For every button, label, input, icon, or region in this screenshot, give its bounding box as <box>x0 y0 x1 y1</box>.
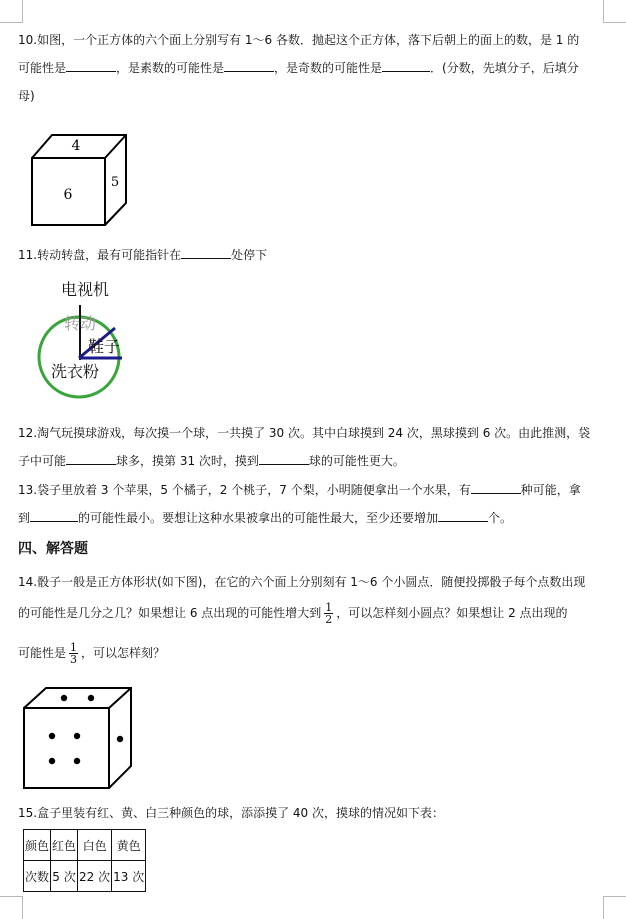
q13-line2 <box>18 510 608 526</box>
table-cell: 黄色 <box>112 830 146 861</box>
q10-text: 可能性是 <box>18 61 67 75</box>
q13-text: 的可能性最小。要想让这种水果被拿出的可能性最大，至少还要增加 <box>78 511 439 525</box>
q13-text: 到 <box>18 511 31 525</box>
answer-blank[interactable] <box>181 247 231 259</box>
table-cell: 颜色 <box>24 830 51 861</box>
q13-line1 <box>18 482 608 498</box>
q13-text: 13.袋子里放着 3 个苹果，5 个橘子，2 个桃子，7 个梨，小明随便拿出一个水果，有 <box>18 483 471 497</box>
answer-blank[interactable] <box>471 482 521 494</box>
q12-text: 球的可能性更大。 <box>308 454 405 468</box>
q13-text: 种可能，拿 <box>520 483 581 497</box>
answer-blank[interactable] <box>66 453 116 465</box>
table-cell: 红色 <box>51 830 78 861</box>
table-cell: 22 次 <box>78 861 112 892</box>
ball-count-table <box>23 829 146 892</box>
dice-figure <box>22 688 134 790</box>
spinner-label-shoes: 鞋子 <box>88 337 121 356</box>
fraction-numerator: 1 <box>325 601 333 614</box>
table-row <box>24 861 146 892</box>
numbered-cube-figure <box>28 133 138 223</box>
answer-blank[interactable] <box>259 453 309 465</box>
q10-line2 <box>18 60 608 76</box>
q13-text: 个。 <box>488 511 513 525</box>
fraction-denominator: 3 <box>70 653 78 666</box>
page-corner-mark <box>0 0 23 23</box>
q12-line2 <box>18 453 608 469</box>
q10-line3: 母) <box>18 89 35 103</box>
table-cell: 白色 <box>78 830 112 861</box>
spinner-label-tv: 电视机 <box>61 280 110 299</box>
q14-line3 <box>18 642 608 665</box>
fraction-denominator: 2 <box>325 613 333 626</box>
q11-line <box>18 247 608 263</box>
cube-side-number: 5 <box>110 175 120 190</box>
answer-blank[interactable] <box>30 510 78 522</box>
q14-text: 的可能性是几分之几？如果想让 6 点出现的可能性增大到 <box>18 606 322 620</box>
table-row <box>24 830 146 861</box>
q14-line2 <box>18 602 608 625</box>
q11-text: 处停下 <box>231 248 268 262</box>
answer-blank[interactable] <box>66 60 116 72</box>
fraction-numerator: 1 <box>70 641 78 654</box>
fraction-one-third <box>69 642 78 665</box>
spinner-label-detergent: 洗衣粉 <box>51 362 100 381</box>
table-cell: 13 次 <box>112 861 146 892</box>
page-corner-mark <box>603 896 626 919</box>
q14-text: 可能性是 <box>18 646 67 660</box>
page-corner-mark <box>603 0 626 23</box>
q12-text: 球多，摸第 31 次时，摸到 <box>116 454 259 468</box>
cube-front-number: 6 <box>63 187 73 203</box>
q10-text: ．(分数，先填分子，后填分 <box>430 61 579 75</box>
page-corner-mark <box>0 896 23 919</box>
fraction-one-half <box>324 602 333 625</box>
cube-top-number: 4 <box>71 138 81 154</box>
q14-text: ，可以怎样刻？ <box>81 646 166 660</box>
q12-text: 子中可能 <box>18 454 67 468</box>
spinner-watermark-label: 转动 <box>64 314 97 333</box>
q10-line1: 10.如图，一个正方体的六个面上分别写有 1～6 各数．抛起这个正方体，落下后朝上的面上的数，是 1 的 <box>18 33 580 47</box>
q14-text: ，可以怎样刻小圆点？如果想让 2 点出现的 <box>336 606 568 620</box>
table-cell: 次数 <box>24 861 51 892</box>
q12-line1: 12.淘气玩摸球游戏，每次摸一个球，一共摸了 30 次。其中白球摸到 24 次，黑球摸到 6 次。由此推测，袋 <box>18 426 591 440</box>
q10-text: ，是奇数的可能性是 <box>274 61 383 75</box>
answer-blank[interactable] <box>224 60 274 72</box>
table-cell: 5 次 <box>51 861 78 892</box>
spinner-figure <box>30 274 130 394</box>
section-heading: 四、解答题 <box>18 541 88 557</box>
q15-line: 15.盒子里装有红、黄、白三种颜色的球，添添摸了 40 次，摸球的情况如下表： <box>18 806 444 820</box>
answer-blank[interactable] <box>438 510 488 522</box>
q11-text: 11.转动转盘，最有可能指针在 <box>18 248 182 262</box>
answer-blank[interactable] <box>382 60 430 72</box>
q10-text: ，是素数的可能性是 <box>116 61 225 75</box>
q14-line1: 14.骰子一般是正方体形状(如下图)，在它的六个面上分别刻有 1～6 个小圆点．随便投掷骰子每个点数出现 <box>18 575 586 589</box>
